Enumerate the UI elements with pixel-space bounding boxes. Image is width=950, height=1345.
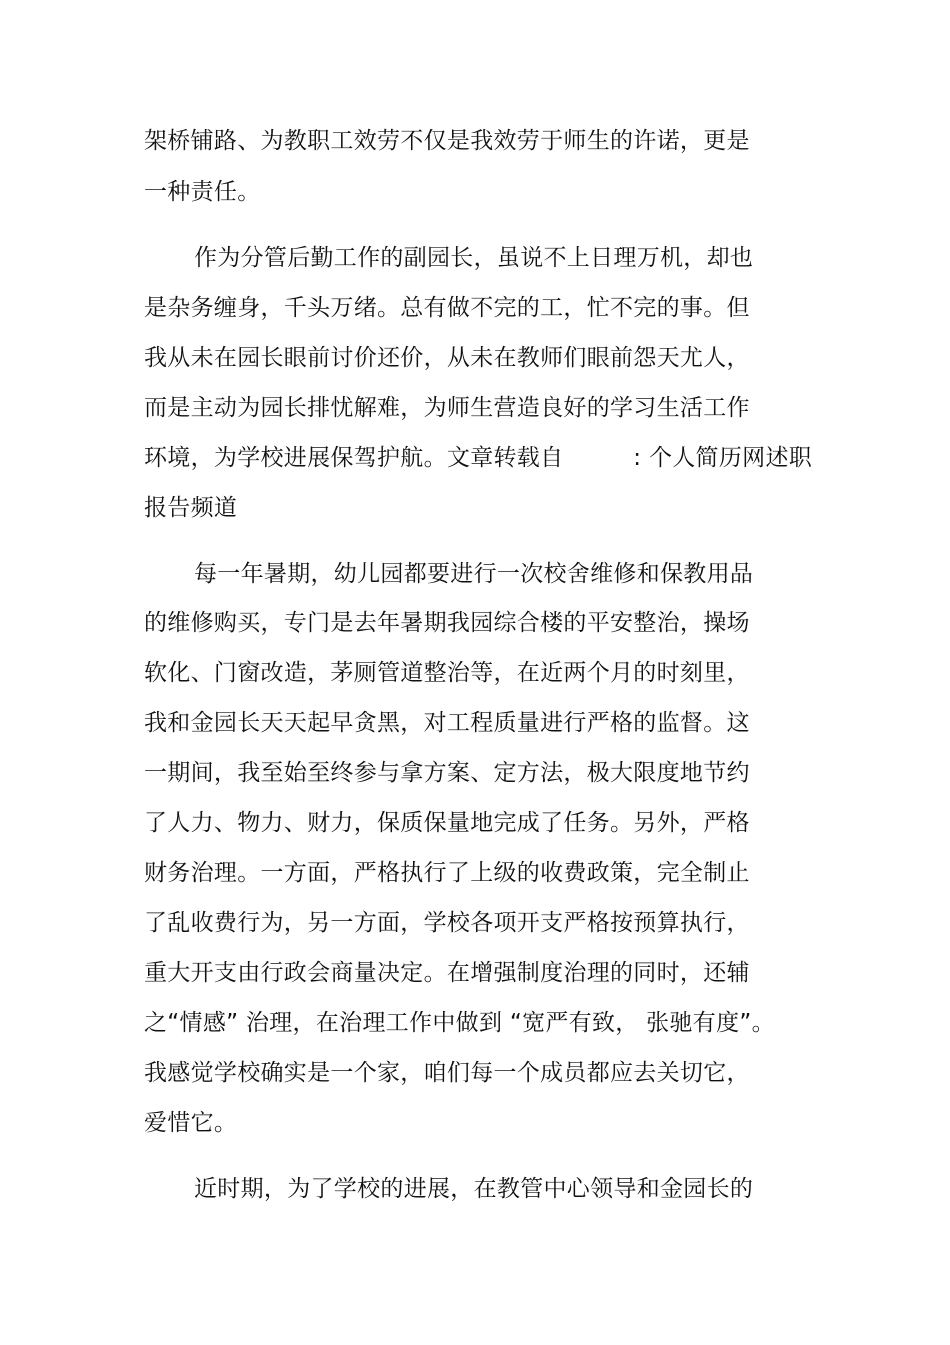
- text-line: 我和金园长天天起早贪黑，对工程质量进行严格的监督。这: [144, 710, 750, 736]
- text-line: 我从未在园长眼前讨价还价，从未在教师们眼前怨天尤人，: [144, 345, 750, 371]
- text-line: 重大开支由行政会商量决定。在增强制度治理的同时，还辅: [144, 960, 750, 986]
- text-line: 之“情感” 治理，在治理工作中做到 “宽严有致， 张驰有度”。: [144, 1010, 775, 1036]
- text-line: 报告频道: [144, 495, 238, 521]
- text-line: 一种责任。: [144, 179, 261, 205]
- text-line: 了乱收费行为，另一方面，学校各项开支严格按预算执行，: [144, 910, 750, 936]
- text-line: 而是主动为园长排忧解难，为师生营造良好的学习生活工作: [144, 395, 750, 421]
- text-line: 的维修购买，专门是去年暑期我园综合楼的平安整治，操场: [144, 610, 750, 636]
- text-line: 是杂务缠身，千头万绪。总有做不完的工，忙不完的事。但: [144, 295, 750, 321]
- text-line: 环境，为学校进展保驾护航。文章转载自 : 个人简历网述职: [144, 445, 813, 471]
- text-line: 软化、门窗改造，茅厕管道整治等，在近两个月的时刻里，: [144, 660, 750, 686]
- text-line: 财务治理。一方面，严格执行了上级的收费政策，完全制止: [144, 860, 750, 886]
- text-line: 近时期，为了学校的进展，在教管中心领导和金园长的: [194, 1176, 754, 1202]
- text-line: 作为分管后勤工作的副园长，虽说不上日理万机，却也: [194, 245, 754, 271]
- text-line: 每一年暑期，幼儿园都要进行一次校舍维修和保教用品: [194, 561, 754, 587]
- text-line: 爱惜它。: [144, 1110, 238, 1136]
- text-line: 了人力、物力、财力，保质保量地完成了任务。另外，严格: [144, 810, 750, 836]
- text-line: 一期间，我至始至终参与拿方案、定方法，极大限度地节约: [144, 760, 750, 786]
- text-line: 我感觉学校确实是一个家，咱们每一个成员都应去关切它，: [144, 1060, 750, 1086]
- text-line: 架桥铺路、为教职工效劳不仅是我效劳于师生的许诺，更是: [144, 128, 750, 154]
